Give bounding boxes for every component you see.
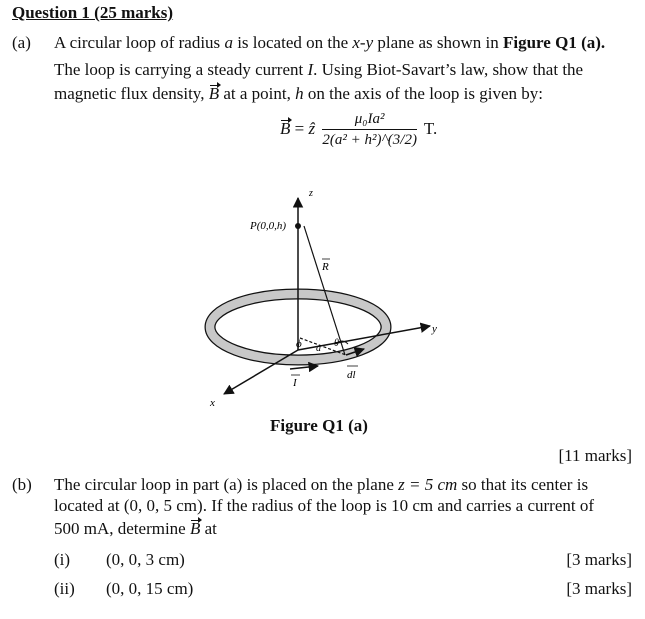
part-b-line-2: located at (0, 0, 5 cm). If the radius of the loop is 10 cm and carries a current of xyxy=(54,496,595,515)
point-p-label: P(0,0,h) xyxy=(250,220,287,232)
theta-label: θ xyxy=(334,338,339,349)
part-b-label: (b) xyxy=(12,475,32,494)
text-segment: . Using Biot-Savart’s law, show that the xyxy=(313,60,584,79)
formula-lhs: B xyxy=(280,118,291,138)
vector-B: B xyxy=(189,519,201,538)
formula-equals: = xyxy=(294,118,305,138)
part-a-label: (a) xyxy=(12,33,31,52)
text-segment: A circular loop of radius xyxy=(54,33,221,52)
radius-line xyxy=(300,338,346,355)
text-segment: on the axis of the loop is given by: xyxy=(307,84,543,103)
variable-I: I xyxy=(307,60,314,79)
r-label: R xyxy=(322,261,329,273)
formula-zhat: ẑ xyxy=(308,118,316,138)
subpart-i-text: (0, 0, 3 cm) xyxy=(106,550,185,569)
phi-label: ϕ xyxy=(296,338,302,350)
text-segment: 500 mA, determine xyxy=(54,519,186,538)
dl-label: dl xyxy=(347,369,356,381)
text-segment: plane as shown in xyxy=(377,33,499,52)
subpart-ii-marks: [3 marks] xyxy=(566,579,632,598)
axis-z-label: z xyxy=(309,188,313,199)
variable-h: h xyxy=(295,84,304,103)
vector-B: B xyxy=(208,84,220,103)
text-segment: . xyxy=(600,33,606,52)
figure-reference: Figure Q1 (a) xyxy=(503,33,601,52)
text-segment: magnetic flux density, xyxy=(54,84,205,103)
current-arrow xyxy=(290,366,318,369)
subpart-i-marks: [3 marks] xyxy=(566,550,632,569)
part-b-line-3 xyxy=(54,519,217,539)
text-segment: is located on the xyxy=(237,33,349,52)
formula-numerator: μ₀Ia² xyxy=(322,111,417,130)
figure-caption: Figure Q1 (a) xyxy=(270,416,368,435)
a-label: a xyxy=(316,343,321,354)
text-segment: at a point, xyxy=(223,84,291,103)
plane-equation: z = 5 cm xyxy=(398,475,458,494)
text-segment: The circular loop in part (a) is placed on the plane xyxy=(54,475,394,494)
text-segment: at xyxy=(204,519,217,538)
subpart-i-label: (i) xyxy=(54,550,71,569)
subpart-ii-text: (0, 0, 15 cm) xyxy=(106,579,194,598)
part-b-line-1 xyxy=(54,475,588,495)
formula-unit: T. xyxy=(423,118,438,138)
point-p xyxy=(295,223,301,229)
subpart-ii-label: (ii) xyxy=(54,579,75,598)
text-segment: The loop is carrying a steady current xyxy=(54,60,304,79)
text-segment: so that its center is xyxy=(461,475,589,494)
axis-y-label: y xyxy=(432,323,437,335)
axis-x-label: x xyxy=(210,397,215,409)
plane-name: x-y xyxy=(352,33,374,52)
variable-a: a xyxy=(224,33,233,52)
formula-denominator: 2(a² + h²)^(3/2) xyxy=(322,132,417,148)
i-label: I xyxy=(293,377,297,389)
part-a-marks: [11 marks] xyxy=(558,446,632,465)
question-heading: Question 1 (25 marks) xyxy=(12,3,174,22)
